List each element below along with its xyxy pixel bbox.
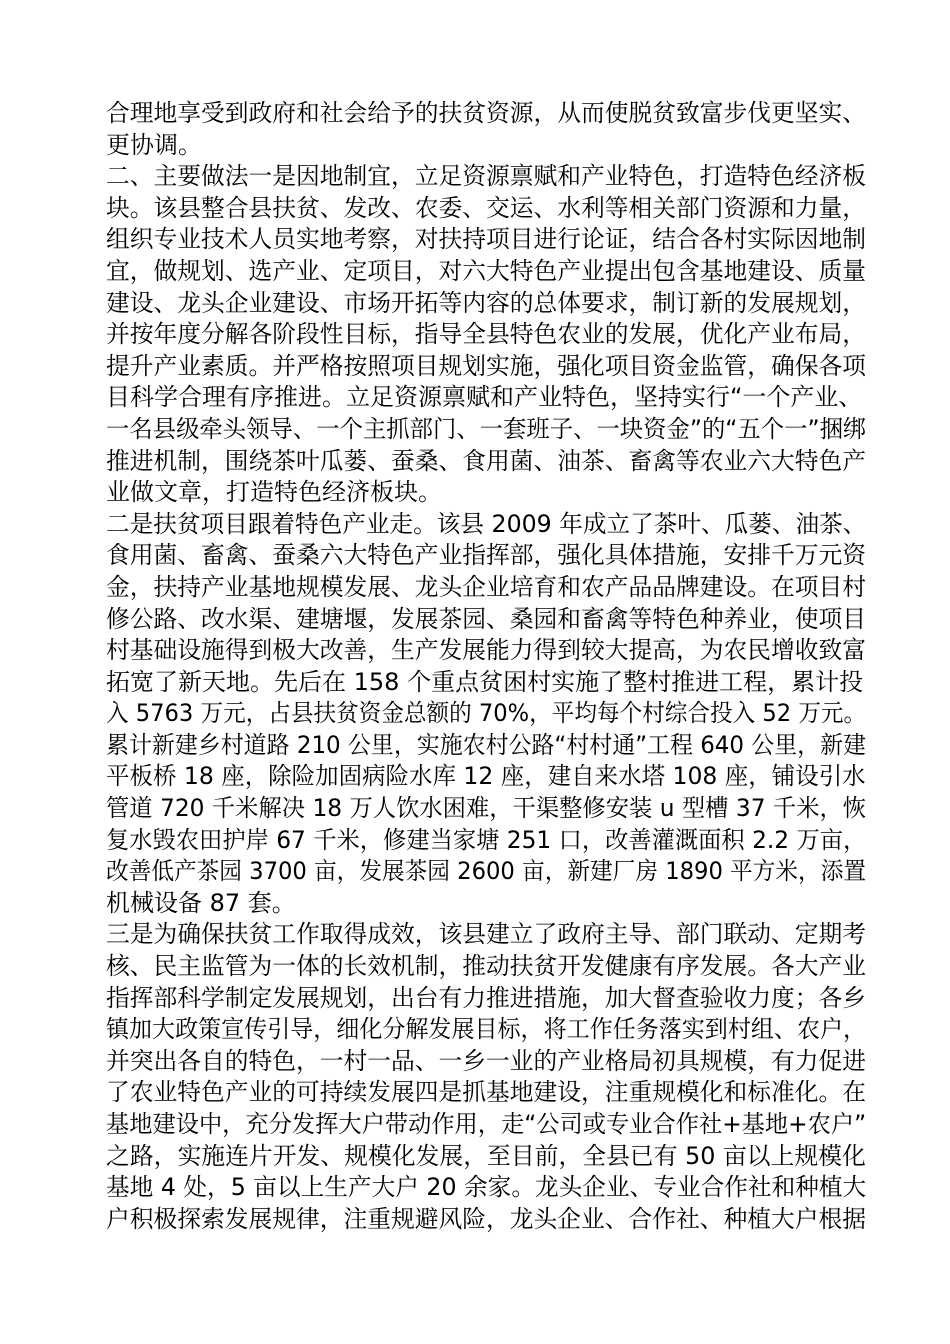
text-line: 机械设备 87 套。 [106, 888, 296, 917]
text-line: 宜，做规划、选产业、定项目，对六大特色产业提出包含基地建设、质量 [106, 256, 867, 285]
text-line: 村基础设施得到极大改善，生产发展能力得到较大提高，为农民增收致富 [106, 636, 867, 665]
text-line: 了农业特色产业的可持续发展四是抓基地建设，注重规模化和标准化。在 [106, 1078, 867, 1107]
text-line: 更协调。 [106, 130, 202, 159]
text-line: 并按年度分解各阶段性目标，指导全县特色农业的发展，优化产业布局， [106, 320, 867, 349]
text-line: 累计新建乡村道路 210 公里，实施农村公路“村村通”工程 640 公里，新建 [106, 730, 867, 759]
text-line: 组织专业技术人员实地考察，对扶持项目进行论证，结合各村实际因地制 [106, 225, 867, 254]
text-line: 并突出各自的特色，一村一品、一乡一业的产业格局初具规模，有力促进 [106, 1046, 867, 1075]
text-line: 业做文章，打造特色经济板块。 [106, 478, 442, 507]
text-line: 核、民主监管为一体的长效机制，推动扶贫开发健康有序发展。各大产业 [106, 952, 867, 981]
text-line: 管道 720 千米解决 18 万人饮水困难，干渠整修安装 u 型槽 37 千米，恢 [106, 794, 867, 823]
text-line: 基地建设中，充分发挥大户带动作用，走“公司或专业合作社+基地+农户” [106, 1110, 867, 1138]
text-line: 入 5763 万元，占县扶贫资金总额的 70%，平均每个村综合投入 52 万元。 [106, 699, 867, 728]
text-line: 户积极探索发展规律，注重规避风险，龙头企业、合作社、种植大户根据 [106, 1204, 867, 1233]
text-line: 合理地享受到政府和社会给予的扶贫资源，从而使脱贫致富步伐更坚实、 [106, 99, 867, 127]
body-text [106, 98, 866, 1235]
text-line: 二、主要做法一是因地制宜，立足资源禀赋和产业特色，打造特色经济板 [106, 162, 867, 191]
text-line: 平板桥 18 座，除险加固病险水库 12 座，建自来水塔 108 座，铺设引水 [106, 762, 866, 791]
text-line: 金，扶持产业基地规模发展、龙头企业培育和农产品品牌建设。在项目村 [106, 572, 867, 601]
text-line: 三是为确保扶贫工作取得成效，该县建立了政府主导、部门联动、定期考 [106, 920, 867, 949]
text-line: 之路，实施连片开发、规模化发展，至目前，全县已有 50 亩以上规模化 [106, 1141, 866, 1170]
text-line: 目科学合理有序推进。立足资源禀赋和产业特色，坚持实行“一个产业、 [106, 383, 863, 412]
text-line: 基地 4 处，5 亩以上生产大户 20 余家。龙头企业、专业合作社和种植大 [106, 1173, 867, 1202]
text-line: 提升产业素质。并严格按照项目规划实施，强化项目资金监管，确保各项 [106, 351, 867, 380]
text-line: 食用菌、畜禽、蚕桑六大特色产业指挥部，强化具体措施，安排千万元资 [106, 541, 867, 570]
text-line: 镇加大政策宣传引导，细化分解发展目标，将工作任务落实到村组、农户， [106, 1015, 867, 1044]
text-line: 一名县级牵头领导、一个主抓部门、一套班子、一块资金”的“五个一”捆绑 [106, 414, 867, 443]
text-line: 块。该县整合县扶贫、发改、农委、交运、水利等相关部门资源和力量， [106, 193, 867, 222]
text-line: 指挥部科学制定发展规划，出台有力推进措施，加大督查验收力度；各乡 [106, 983, 867, 1012]
text-line: 二是扶贫项目跟着特色产业走。该县 2009 年成立了茶叶、瓜蒌、油茶、 [106, 509, 867, 538]
text-line: 建设、龙头企业建设、市场开拓等内容的总体要求，制订新的发展规划， [106, 288, 867, 317]
text-line: 修公路、改水渠、建塘堰，发展茶园、桑园和畜禽等特色种养业，使项目 [106, 604, 867, 633]
text-line: 推进机制，围绕茶叶瓜蒌、蚕桑、食用菌、油茶、畜禽等农业六大特色产 [106, 446, 867, 475]
text-line: 改善低产茶园 3700 亩，发展茶园 2600 亩，新建厂房 1890 平方米，添置 [106, 857, 867, 886]
text-line: 拓宽了新天地。先后在 158 个重点贫困村实施了整村推进工程，累计投 [106, 667, 864, 696]
text-line: 复水毁农田护岸 67 千米，修建当家塘 251 口，改善灌溉面积 2.2 万亩， [106, 825, 867, 854]
